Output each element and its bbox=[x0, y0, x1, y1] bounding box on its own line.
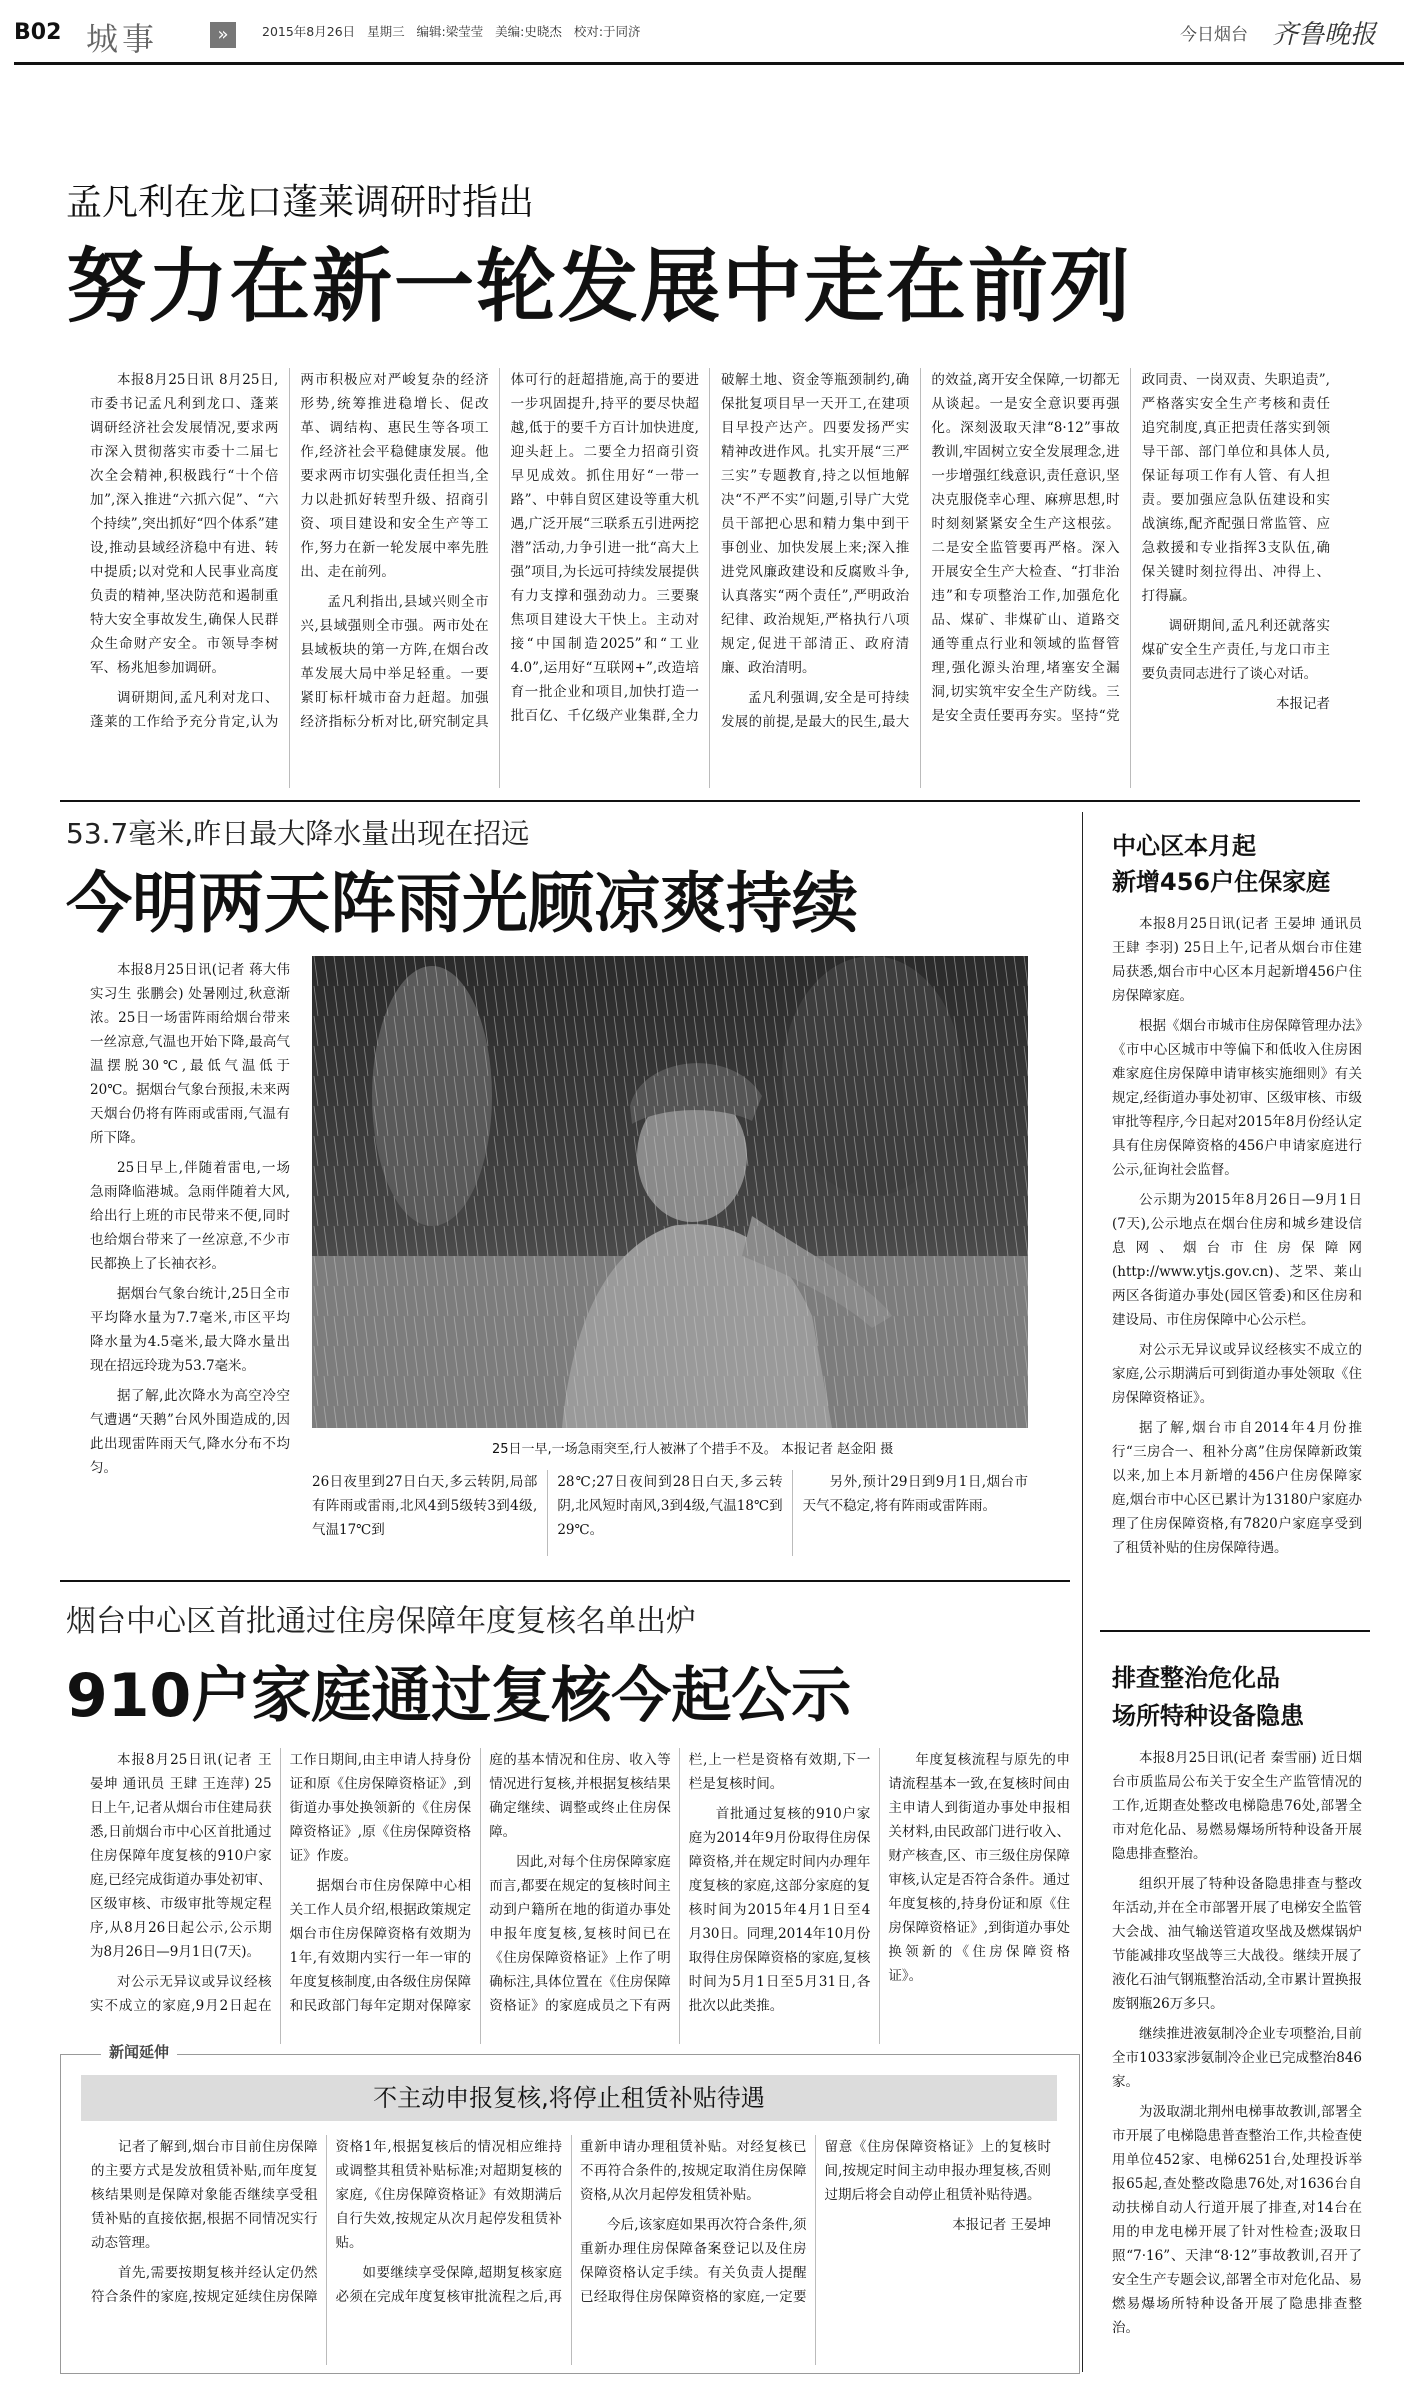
extension-label: 新闻延伸 bbox=[101, 2041, 177, 2062]
article2-paragraph: 据了解,此次降水为高空冷空气遭遇“天鹅”台风外围造成的,因此出现雷阵雨天气,降水分布不均匀。 bbox=[90, 1388, 290, 1476]
extension-title: 不主动申报复核,将停止租赁补贴待遇 bbox=[373, 2084, 765, 2112]
section-label: 城事 bbox=[86, 20, 159, 58]
article1-paragraph: 调研期间,孟凡利对龙口、蓬莱的工作给予充分肯定,认为两市积极应对严峻复杂的经济形势,统筹推进稳增长、促改革、调结构、惠民生等各项工作,经济社会平稳健康发展。他要求两市切实强化责任担当,全力以赴抓好转型升级、招商引资、项目建设和安全生产等工作,努力在新一轮发展中率先胜出、走在前列。 bbox=[90, 372, 489, 730]
extension-paragraph: 记者了解到,烟台市目前住房保障的主要方式是发放租赁补贴,而年度复核结果则是保障对象能否继续享受租赁补贴的直接依据,根据不同情况实行动态管理。 bbox=[91, 2139, 318, 2251]
extension-body bbox=[91, 2135, 1051, 2365]
sidebar2-paragraph: 为汲取湖北荆州电梯事故教训,部署全市开展了电梯隐患普查整治工作,共检查使用单位452家、电梯6251台,处理投诉举报65起,查处整改隐患76处,对1636台自动扶梯自动人行道开展了排查,对14台在用的申龙电梯开展了针对性检查;汲取日照“7·16”、天津“8·12”事故教训,召开了安全生产专题会议,部署全市对危化品、易燃易爆场所特种设备开展了隐患排查整治。 bbox=[1112, 2104, 1362, 2336]
brand-left: 今日烟台 bbox=[1180, 25, 1248, 45]
article2-bottom-paragraph: 28℃;27日夜间到28日白天,多云转阴,北风短时南风,3到4级,气温18℃到29℃。 bbox=[557, 1474, 783, 1538]
rain-photo-illustration bbox=[312, 956, 1028, 1428]
article1-kicker: 孟凡利在龙口蓬莱调研时指出 bbox=[66, 182, 535, 223]
article3-paragraph: 年度复核流程与原先的申请流程基本一致,在复核时间由主申请人到街道办事处申报相关材料,由民政部门进行收入、财产核查,区、市三级住房保障审核,认定是否符合条件。通过年度复核的,持身份证和原《住房保障资格证》,到街道办事处换领新的《住房保障资格证》。 bbox=[888, 1752, 1070, 1984]
sidebar2-paragraph: 继续推进液氨制冷企业专项整治,目前全市1033家涉氨制冷企业已完成整治846家。 bbox=[1112, 2026, 1362, 2090]
article2-paragraph: 25日早上,伴随着雷电,一场急雨降临港城。急雨伴随着大风,给出行上班的市民带来不便,同时也给烟台带来了一丝凉意,不少市民都换上了长袖衣衫。 bbox=[90, 1160, 290, 1272]
article2-bottom-paragraph: 26日夜里到27日白天,多云转阴,局部有阵雨或雷雨,北风4到5级转3到4级,气温17℃到 bbox=[312, 1474, 538, 1538]
article3-paragraph: 首批通过复核的910户家庭为2014年9月份取得住房保障资格,并在规定时间内办理年度复核的家庭,这部分家庭的复核时间为2015年4月1日至4月30日。同理,2014年10月份取得住房保障资格的家庭,复核时间为5月1日至5月31日,各批次以此类推。 bbox=[688, 1806, 871, 2014]
page-header bbox=[0, 0, 1417, 64]
photo-caption: 25日一早,一场急雨突至,行人被淋了个措手不及。 本报记者 赵金阳 摄 bbox=[492, 1442, 894, 1457]
designer: 美编:史晓杰 bbox=[495, 24, 562, 39]
sidebar2-paragraph: 组织开展了特种设备隐患排查与整改年活动,并在全市部署开展了电梯安全监管大会战、油气输送管道攻坚战及燃煤锅炉节能减排攻坚战等三大战役。继续开展了液化石油气钢瓶整治活动,全市累计置换报废钢瓶26万多只。 bbox=[1112, 1876, 1362, 2012]
extension-paragraph: 首先,需要按期复核并经认定仍然符合条件的家庭,按规定延续住房保障资格1年,根据复核后的情况相应维持或调整其租赁补贴标准;对超期复核的家庭,《住房保障资格证》有效期满后自行失效,按规定从次月起停发租赁补贴。 bbox=[91, 2139, 562, 2305]
page-code: B02 bbox=[14, 20, 62, 45]
article1-paragraph: 本报8月25日讯 8月25日,市委书记孟凡利到龙口、蓬莱调研经济社会发展情况,要求两市深入贯彻落实市委十二届七次全会精神,积极践行“十个倍加”,深入推进“六抓六促”、“六个持续”,突出抓好“四个体系”建设,推动县域经济稳中有进、转中提质;以对党和人民事业高度负责的精神,坚决防范和遏制重特大安全事故发生,确保人民群众生命财产安全。市领导李树军、杨兆旭参加调研。 bbox=[90, 372, 279, 676]
article2-kicker: 53.7毫米,昨日最大降水量出现在招远 bbox=[66, 817, 530, 850]
divider-1 bbox=[60, 800, 1360, 802]
article2-bottom-paragraph: 另外,预计29日到9月1日,烟台市天气不稳定,将有阵雨或雷阵雨。 bbox=[802, 1474, 1028, 1514]
sidebar2-headline-1: 排查整治危化品 bbox=[1112, 1664, 1280, 1692]
article1-paragraph: 孟凡利强调,安全是可持续发展的前提,是最大的民生,最大的效益,离开安全保障,一切都无从谈起。一是安全意识要再强化。深刻汲取天津“8·12”事故教训,牢固树立安全发展理念,进一步增强红线意识,责任意识,坚决克服侥幸心理、麻痹思想,时时刻刻紧紧安全生产这根弦。二是安全监管要再严格。深入开展安全生产大检查、“打非治违”和专项整治工作,加强危化品、煤矿、非煤矿山、道路交通等重点行业和领域的监督管理,强化源头治理,堵塞安全漏洞,切实筑牢安全生产防线。三是安全责任要再夯实。坚持“党政同责、一岗双责、失职追责”,严格落实安全生产考核和责任追究制度,真正把责任落实到领导干部、部门单位和具体人员,保证每项工作有人管、有人担责。要加强应急队伍建设和实战演练,配齐配强日常监管、应急救援和专业指挥3支队伍,确保关键时刻拉得出、冲得上、打得赢。 bbox=[720, 372, 1330, 730]
article1-body bbox=[90, 368, 1330, 788]
sidebar2-headline-2: 场所特种设备隐患 bbox=[1112, 1702, 1304, 1730]
article2-left-column bbox=[90, 958, 290, 1478]
extension-credit: 本报记者 王晏坤 bbox=[952, 2217, 1051, 2233]
sidebar-divider bbox=[1082, 812, 1083, 2372]
article3-headline: 910户家庭通过复核今起公示 bbox=[66, 1661, 852, 1731]
article3-paragraph: 因此,对每个住房保障家庭而言,都要在规定的复核时间主动到户籍所在地的街道办事处申报年度复核,复核时间已在《住房保障资格证》上作了明确标注,具体位置在《住房保障资格证》的家庭成员之下有两栏,上一栏是资格有效期,下一栏是复核时间。 bbox=[489, 1752, 871, 2014]
sidebar2-body bbox=[1112, 1746, 1362, 2366]
article2-paragraph: 本报8月25日讯(记者 蒋大伟 实习生 张鹏会) 处暑刚过,秋意渐浓。25日一场雷阵雨给烟台带来一丝凉意,气温也开始下降,最高气温摆脱30℃,最低气温低于20℃。据烟台气象台预报,未来两天烟台仍将有阵雨或雷雨,气温有所下降。 bbox=[90, 962, 290, 1146]
extension-box bbox=[60, 2043, 1080, 2374]
sidebar-rule bbox=[1100, 1630, 1370, 1632]
article2-headline: 今明两天阵雨光顾凉爽持续 bbox=[66, 865, 858, 942]
sidebar1-paragraph: 本报8月25日讯(记者 王晏坤 通讯员 王肆 李羽) 25日上午,记者从烟台市住建局获悉,烟台市中心区本月起新增456户住房保障家庭。 bbox=[1112, 916, 1362, 1004]
proofreader: 校对:于同济 bbox=[573, 24, 641, 39]
article1-paragraph: 孟凡利指出,县域兴则全市兴,县域强则全市强。两市处在县域板块的第一方阵,在烟台改革发展大局中举足轻重。一要紧盯标杆城市奋力赶超。加强经济指标分析对比,研究制定具体可行的赶超措施,高于的要进一步巩固提升,持平的要尽快超越,低于的要千方百计加快进度,迎头赶上。二要全力招商引资早见成效。抓住用好“一带一路”、中韩自贸区建设等重大机遇,广泛开展“三联系五引进两挖潜”活动,力争引进一批“高大上强”项目,为长远可持续发展提供有力支撑和强劲动力。三要聚焦项目建设大干快上。主动对接“中国制造2025”和“工业4.0”,运用好“互联网+”,改造培育一批企业和项目,加快打造一批百亿、千亿级产业集群,全力破解土地、资金等瓶颈制约,确保批复项目早一天开工,在建项目早投产达产。四要发扬严实精神改进作风。扎实开展“三严三实”专题教育,持之以恒地解决“不严不实”问题,引导广大党员干部把心思和精力集中到干事创业、加快发展上来;深入推进党风廉政建设和反腐败斗争,认真落实“两个责任”,严明政治纪律、政治规矩,严格执行八项规定,促进干部清正、政府清廉、政治清明。 bbox=[300, 372, 910, 730]
extension-paragraph: 如要继续享受保障,超期复核家庭必须在完成年度复核审批流程之后,再重新申请办理租赁补贴。对经复核已不再符合条件的,按规定取消住房保障资格,从次月起停发租赁补贴。 bbox=[335, 2139, 807, 2305]
rain-photo bbox=[312, 956, 1028, 1428]
article1-paragraph: 调研期间,孟凡利还就落实煤矿安全生产责任,与龙口市主要负责同志进行了谈心对话。 bbox=[1141, 618, 1330, 682]
article3-paragraph: 对公示无异议或异议经核实不成立的家庭,9月2日起在工作日期间,由主申请人持身份证和原《住房保障资格证》,到街道办事处换领新的《住房保障资格证》,原《住房保障资格证》作废。 bbox=[90, 1752, 472, 2014]
article1-headline: 努力在新一轮发展中走在前列 bbox=[66, 240, 1132, 333]
article3-paragraph: 据烟台市住房保障中心相关工作人员介绍,根据政策规定烟台市住房保障资格有效期为1年,有效期内实行一年一审的年度复核制度,由各级住房保障和民政部门每年定期对保障家庭的基本情况和住房、收入等情况进行复核,并根据复核结果确定继续、调整或终止住房保障。 bbox=[289, 1752, 671, 2014]
sidebar2-paragraph: 本报8月25日讯(记者 秦雪丽) 近日烟台市质监局公布关于安全生产监管情况的工作,近期查处整改电梯隐患76处,部署全市对危化品、易燃易爆场所特种设备开展隐患排查整治。 bbox=[1112, 1750, 1362, 1862]
sidebar1-body bbox=[1112, 912, 1362, 1572]
sidebar1-paragraph: 据了解,烟台市自2014年4月份推行“三房合一、租补分离”住房保障新政策以来,加上本月新增的456户住房保障家庭,烟台市中心区已累计为13180户家庭办理了住房保障资格,有7820户家庭享受到了租赁补贴的住房保障待遇。 bbox=[1112, 1420, 1362, 1556]
extension-paragraph: 今后,该家庭如果再次符合条件,须重新办理住房保障备案登记以及住房保障资格认定手续。有关负责人提醒已经取得住房保障资格的家庭,一定要留意《住房保障资格证》上的复核时间,按规定时间主动申报办理复核,否则过期后将会自动停止租赁补贴待遇。 bbox=[580, 2139, 1051, 2305]
sidebar1-paragraph: 根据《烟台市城市住房保障管理办法》《市中心区城市中等偏下和低收入住房困难家庭住房保障申请审核实施细则》有关规定,经街道办事处初审、区级审核、市级审批等程序,今日起对2015年8月份经认定具有住房保障资格的456户申请家庭进行公示,征询社会监督。 bbox=[1112, 1018, 1362, 1178]
article2-paragraph: 据烟台气象台统计,25日全市平均降水量为7.7毫米,市区平均降水量为4.5毫米,最大降水量出现在招远玲珑为53.7毫米。 bbox=[90, 1286, 290, 1374]
article1-credit: 本报记者 bbox=[1275, 696, 1330, 712]
header-meta bbox=[262, 22, 641, 40]
issue-weekday: 星期三 bbox=[367, 24, 405, 39]
header-rule bbox=[14, 62, 1404, 65]
sidebar1-headline-2: 新增456户住保家庭 bbox=[1112, 868, 1331, 896]
editor: 编辑:梁莹莹 bbox=[416, 24, 484, 39]
issue-date: 2015年8月26日 bbox=[262, 24, 356, 39]
sidebar1-headline-1: 中心区本月起 bbox=[1112, 832, 1256, 860]
sidebar1-paragraph: 对公示无异议或异议经核实不成立的家庭,公示期满后可到街道办事处领取《住房保障资格证》。 bbox=[1112, 1342, 1362, 1406]
article3-kicker: 烟台中心区首批通过住房保障年度复核名单出炉 bbox=[66, 1604, 696, 1639]
article2-bottom-columns bbox=[312, 1470, 1028, 1556]
brand-logo: 齐鲁晚报 bbox=[1272, 20, 1377, 50]
article3-paragraph: 本报8月25日讯(记者 王晏坤 通讯员 王肆 王连萍) 25日上午,记者从烟台市住建局获悉,日前烟台市中心区首批通过住房保障年度复核的910户家庭,已经完成街道办事处初审、区级审核、市级审批等规定程序,从8月26日起公示,公示期为8月26日—9月1日(7天)。 bbox=[90, 1752, 272, 1960]
extension-title-bar bbox=[81, 2075, 1057, 2121]
article3-body bbox=[90, 1748, 1070, 2044]
divider-2 bbox=[60, 1580, 1070, 1582]
section-arrow-icon: » bbox=[210, 22, 236, 48]
sidebar1-paragraph: 公示期为2015年8月26日—9月1日(7天),公示地点在烟台住房和城乡建设信息网、烟台市住房保障网(http://www.ytjs.gov.cn)、芝罘、莱山两区各街道办事处(园区管委)和区住房和建设局、市住房保障中心公示栏。 bbox=[1112, 1192, 1362, 1328]
